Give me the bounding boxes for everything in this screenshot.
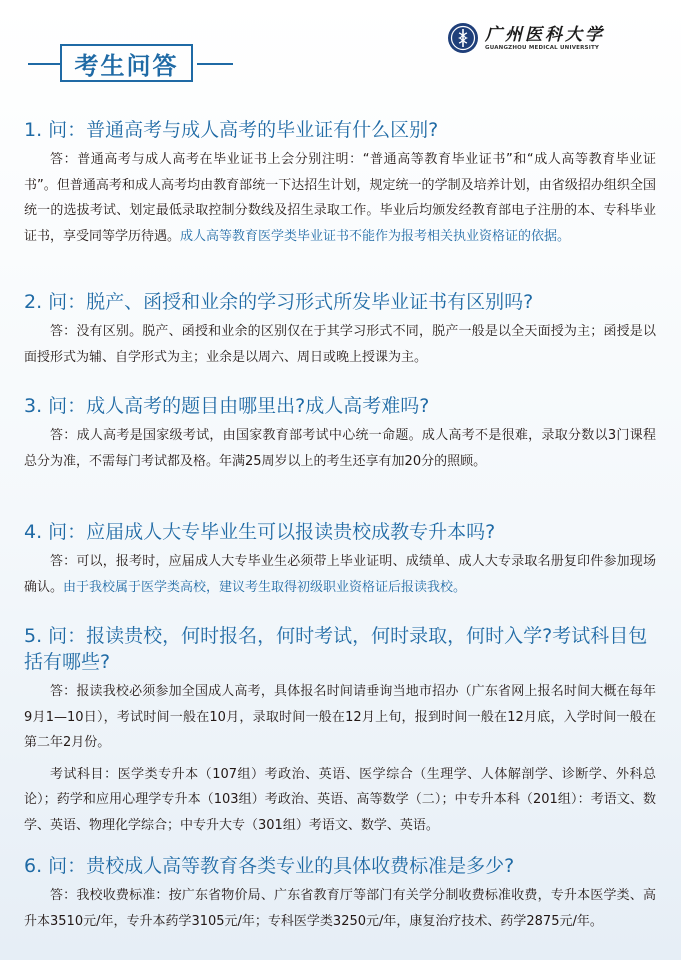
- qa-item-5: [24, 623, 656, 838]
- answer-1: [24, 147, 656, 249]
- question-3: 3. 问：成人高考的题目由哪里出?成人高考难吗?: [24, 395, 430, 417]
- answer-1-text: 答：普通高考与成人高考在毕业证书上会分别注明：“普通高等教育毕业证书”和“成人高等教育毕业证书”。但普通高考和成人高考均由教育部统一下达招生计划，规定统一的学制及培养计划，由省级招办组织全国统一的选拔考试、划定最低录取控制分数线及招生录取工作。毕业后均颁发经教育部电子注册的本、专科毕业证书，享受同等学历待遇。: [24, 152, 656, 244]
- answer-6: 答：我校收费标准：按广东省物价局、广东省教育厅等部门有关学分制收费标准收费，专升本医学类、高升本3510元/年，专升本药学3105元/年；专科医学类3250元/年，康复治疗技术、药学2875元/年。: [24, 888, 656, 929]
- answer-3: 答：成人高考是国家级考试，由国家教育部考试中心统一命题。成人高考不是很难，录取分数以3门课程总分为准，不需每门考试都及格。年满25周岁以上的考生还享有加20分的照顾。: [24, 428, 656, 469]
- answer-2: 答：没有区别。脱产、函授和业余的区别仅在于其学习形式不同，脱产一般是以全天面授为主；函授是以面授形式为辅、自学形式为主；业余是以周六、周日或晚上授课为主。: [24, 324, 656, 365]
- answer-5: 答：报读我校必须参加全国成人高考，具体报名时间请垂询当地市招办（广东省网上报名时间大概在每年9月1—10日），考试时间一般在10月，录取时间一般在12月上旬，报到时间一般在12月底，入学时间一般在第二年2月份。: [24, 684, 656, 750]
- question-1: 1. 问：普通高考与成人高考的毕业证有什么区别?: [24, 119, 439, 141]
- question-5: 5. 问：报读贵校，何时报名，何时考试，何时录取，何时入学?考试科目包括有哪些?: [24, 625, 648, 673]
- university-logo: [447, 22, 605, 54]
- question-4: 4. 问：应届成人大专毕业生可以报读贵校成教专升本吗?: [24, 521, 496, 543]
- logo-chinese-name: 广州医科大学: [485, 24, 605, 45]
- qa-item-1: [24, 117, 656, 249]
- question-6: 6. 问：贵校成人高等教育各类专业的具体收费标准是多少?: [24, 855, 515, 877]
- answer-4-highlight: 由于我校属于医学类高校，建议考生取得初级职业资格证后报读我校。: [63, 579, 467, 595]
- answer-5-subjects: 考试科目：医学类专升本（107组）考政治、英语、医学综合（生理学、人体解剖学、诊断学、外科总论）；药学和应用心理学专升本（103组）考政治、英语、高等数学（二）；中专升本科（201组）：考语文、数学、英语、物理化学综合；中专升大专（301组）考语文、数学、英语。: [24, 766, 656, 833]
- answer-4-text: 答：可以，报考时，应届成人大专毕业生必须带上毕业证明、成绩单、成人大专录取名册复印件参加现场确认。: [24, 554, 656, 595]
- qa-item-6: [24, 853, 656, 934]
- logo-english-name: GUANGZHOU MEDICAL UNIVERSITY: [485, 44, 600, 51]
- page-header: [0, 0, 681, 95]
- question-2: 2. 问：脱产、函授和业余的学习形式所发毕业证书有区别吗?: [24, 291, 534, 313]
- answer-1-highlight: 成人高等教育医学类毕业证书不能作为报考相关执业资格证的依据。: [180, 228, 571, 244]
- title-rule-left: [28, 63, 60, 65]
- section-title: 考生问答: [60, 44, 193, 82]
- university-emblem-icon: [447, 22, 479, 54]
- qa-item-3: [24, 393, 656, 474]
- title-rule-right: [197, 63, 233, 65]
- answer-4: [24, 549, 656, 600]
- qa-item-4: [24, 519, 656, 600]
- qa-item-2: [24, 289, 656, 370]
